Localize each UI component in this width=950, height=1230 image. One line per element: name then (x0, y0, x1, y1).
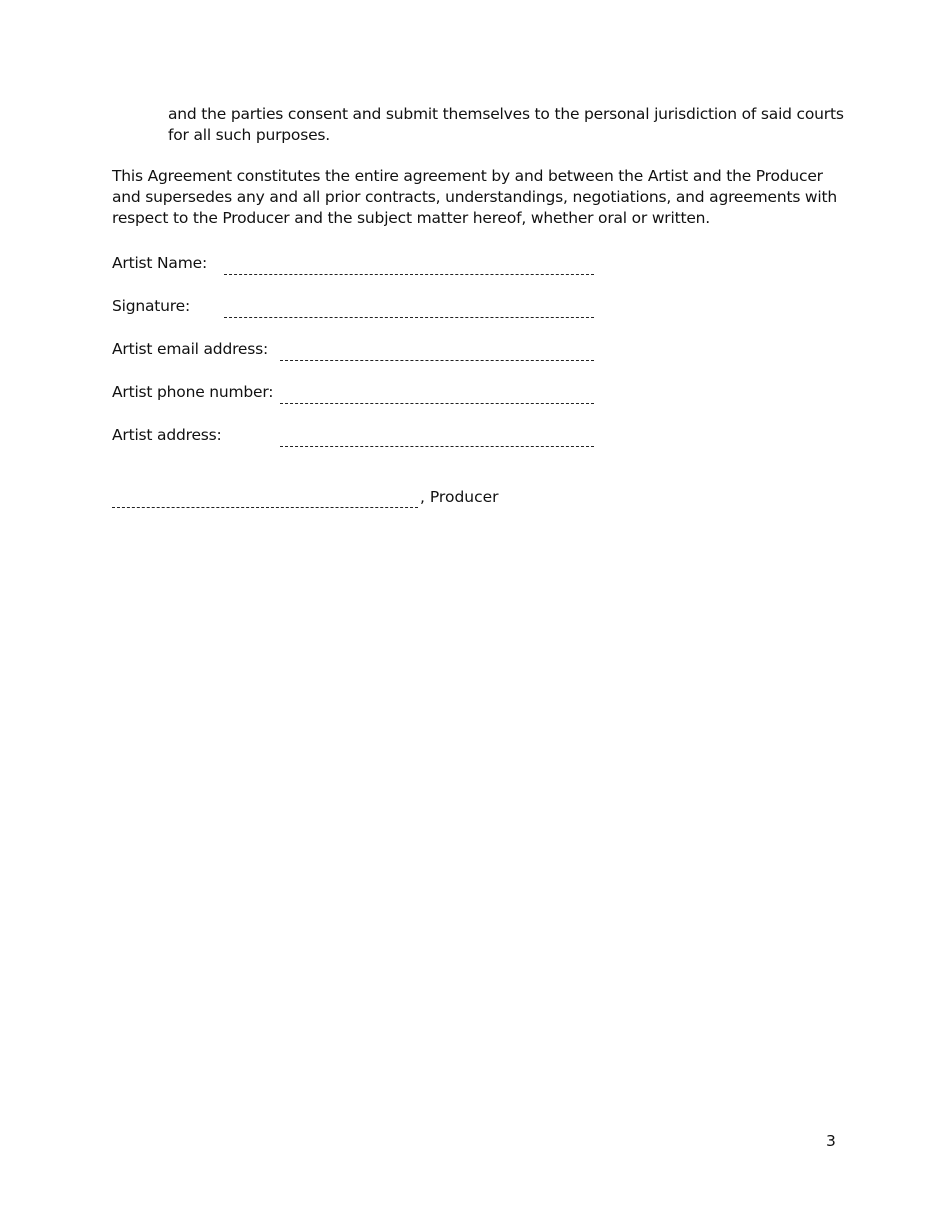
artist-phone-label: Artist phone number: (112, 383, 274, 401)
artist-email-label: Artist email address: (112, 340, 269, 358)
artist-phone-blank-line[interactable] (280, 403, 594, 404)
producer-label: , Producer (420, 488, 499, 506)
artist-address-blank-line[interactable] (280, 446, 594, 447)
producer-blank-line[interactable] (112, 507, 418, 508)
artist-name-label: Artist Name: (112, 254, 207, 272)
jurisdiction-paragraph: and the parties consent and submit themselves to the personal jurisdiction of said courts for all such purposes. (168, 105, 844, 144)
signature-label: Signature: (112, 297, 190, 315)
entire-agreement-paragraph: This Agreement constitutes the entire agreement by and between the Artist and the Producer and supersedes any and all prior contracts, understandings, negotiations, and agreements with respect to the Producer and the subject matter hereof, whether oral or written. (112, 167, 838, 227)
artist-email-field (112, 339, 612, 363)
artist-name-blank-line[interactable] (224, 274, 594, 275)
page-number: 3 (826, 1132, 836, 1150)
artist-address-field (112, 425, 612, 449)
producer-signature-field (112, 487, 512, 511)
artist-address-label: Artist address: (112, 426, 222, 444)
artist-name-field (112, 253, 612, 277)
signature-field (112, 296, 612, 320)
signature-blank-line[interactable] (224, 317, 594, 318)
artist-phone-field (112, 382, 612, 406)
artist-email-blank-line[interactable] (280, 360, 594, 361)
